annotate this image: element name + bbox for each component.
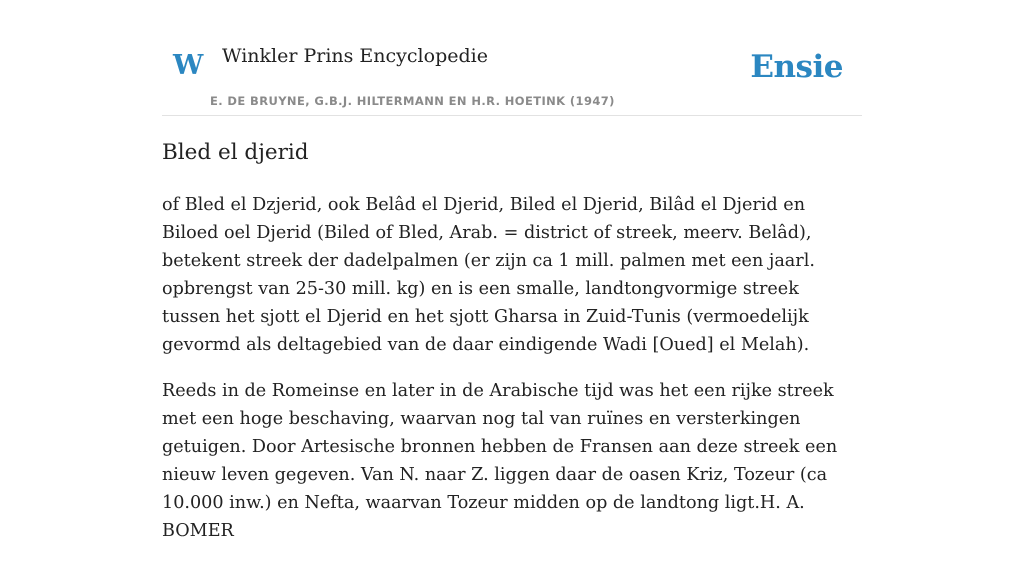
header (162, 0, 862, 116)
source-title[interactable]: Winkler Prins Encyclopedie (222, 45, 488, 67)
source-logo[interactable]: W (173, 50, 204, 81)
brand-logo[interactable]: Ensie (750, 49, 843, 85)
article-body (162, 191, 862, 563)
source-authors: E. DE BRUYNE, G.B.J. HILTERMANN EN H.R. HOETINK (1947) (210, 94, 615, 108)
article-paragraph: of Bled el Dzjerid, ook Belâd el Djerid, Biled el Djerid, Bilâd el Djerid en Biloed oel Djerid (Biled of Bled, Arab. = district of streek, meerv. Belâd), betekent streek der dadelpalmen (er zijn ca 1 mill. palmen met een jaarl. opbrengst van 25-30 mill. kg) en is een smalle, landtongvormige streek tussen het sjott el Djerid en het sjott Gharsa in Zuid-Tunis (vermoedelijk gevormd als deltagebied van de daar eindigende Wadi [Oued] el Melah). (162, 195, 815, 355)
article-paragraph: Reeds in de Romeinse en later in de Arabische tijd was het een rijke streek met een hoge beschaving, waarvan nog tal van ruïnes en versterkingen getuigen. Door Artesische bronnen hebben de Fransen aan deze streek een nieuw leven gegeven. Van N. naar Z. liggen daar de oasen Kriz, Tozeur (ca 10.000 inw.) en Nefta, waarvan Tozeur midden op de landtong ligt.H. A. BOMER (162, 381, 838, 541)
content-column (162, 0, 862, 541)
article-title: Bled el djerid (162, 140, 309, 165)
